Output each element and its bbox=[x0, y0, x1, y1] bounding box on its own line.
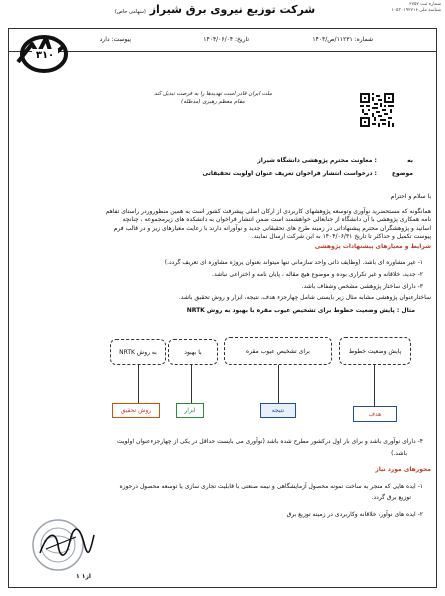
paragraph-line: نامه همکاری پژوهشی با آن دانشگاه از جنابعالی خواهشمند است ضمن انتشار فراخوان به دانشکده های زیرمجموعه ، چنانچه bbox=[122, 216, 431, 224]
date-label: تاریخ: bbox=[235, 36, 249, 43]
criteria-item-4: ۴- دارای نوآوری باشد و برای بار اول درکشور مطرح شده باشد (نوآوری می بایست حداقل در یکی از چهارجزءعنوان اولویت bbox=[116, 438, 423, 445]
structure-description: ساختارعنوان پژوهشی مشابه مثال زیر بایستی شامل چهارجزء هدف، نتیجه، ابزار و روش تحقیق باشد. bbox=[178, 294, 431, 301]
tag-result: نتیجه bbox=[260, 403, 296, 418]
number-value: ۱۱۲۳۱/ص/۱۴۰۴ bbox=[312, 36, 353, 43]
to-label: به bbox=[407, 157, 413, 164]
diagram-box-result: برای تشخیص عیوب مقره bbox=[224, 337, 332, 365]
paragraph-line: پیوست تکمیل و حداکثر تا تاریخ ۱۴۰۴/۰۶/۳۱ به این شرکت ارسال نمایند. bbox=[251, 233, 431, 241]
letter-attachment bbox=[100, 36, 131, 43]
attachment-label: پیوست: bbox=[111, 36, 131, 43]
attachment-value: دارد bbox=[99, 36, 110, 43]
criteria-list bbox=[165, 257, 423, 293]
criteria-item: ۱- غیر مشاوره ای باشد. (وظایف ذاتی واحد سازمانی تنها میتواند بعنوان پروژه مشاوره ای تعریف گردد.) bbox=[164, 259, 423, 266]
signature-icon bbox=[36, 523, 96, 563]
intro-paragraph bbox=[13, 208, 431, 242]
subject-value: : درخواست انتشار فراخوان تعریف عنوان اولویت تحقیقاتی bbox=[202, 170, 377, 177]
criteria-item: ۳- دارای ساختار پژوهشی مشخص وشفاف باشد. bbox=[301, 283, 423, 290]
svg-text:۳۱۰: ۳۱۰ bbox=[35, 50, 55, 61]
date-value: ۱۴۰۴/۰۶/۰۴ bbox=[203, 36, 234, 43]
criteria-title: شرایط و معیارهای پیشنهادات پژوهشی bbox=[314, 243, 431, 250]
leader-quote bbox=[108, 90, 318, 106]
letter-number bbox=[312, 36, 373, 43]
diagram-box-method: به روش NRTK bbox=[110, 339, 166, 365]
national-id: شناسه ملی ۱۰۵۳۰۱۹۲۷۱۶ bbox=[391, 8, 441, 13]
page-number: از۱ ۱ bbox=[76, 573, 91, 580]
focus-title: محورهای مورد نیاز bbox=[375, 466, 431, 473]
focus-item: توزیع برق گردد. bbox=[371, 494, 411, 501]
qr-code-icon bbox=[360, 93, 394, 127]
quote-author: مقام معظم رهبری (مدظله) bbox=[181, 99, 245, 105]
focus-item: ۲- ایده های نوآور، خلاقانه وکاربردی در زمینه توزیع برق bbox=[286, 511, 423, 518]
number-label: شماره: bbox=[354, 36, 373, 43]
connector-tool bbox=[191, 365, 192, 403]
paragraph-line: اساتید و پژوهشگران محترم پیشنهاداتی در زمینه طرح های تحقیقاتی جدید و نوآورانه دارند با رعایت معیارهای زیر و در قالب فرم bbox=[113, 224, 431, 232]
connector-method bbox=[138, 365, 139, 403]
paragraph-line: همانگونه که مستحضرید نوآوری وتوسعه پژوهشهای کاربردی از ارکان اصلی پیشرفت کشور است به همین منظوروردر راستای تفاهم bbox=[105, 208, 431, 215]
focus-list bbox=[120, 481, 424, 520]
criteria-item-4-cont: باشد.) bbox=[391, 450, 407, 457]
diagram-box-goal: پایش وضعیت خطوط bbox=[339, 337, 411, 365]
company-title bbox=[70, 3, 360, 19]
quote-text: ملت ایران قادر است تهدیدها را به فرصت تبدیل کند bbox=[154, 91, 272, 97]
company-logo-icon bbox=[14, 32, 70, 78]
diagram-box-tool: با بهبود bbox=[168, 339, 218, 365]
registration-info bbox=[391, 2, 441, 14]
company-name: شرکت توزیع نیروی برق شیراز bbox=[149, 3, 316, 16]
company-type: (سهامی خاص) bbox=[114, 9, 146, 15]
tag-method: روش تحقیق bbox=[112, 403, 160, 418]
structure-example: مثال : پایش وضعیت خطوط برای تشخیص عیوب مقره با بهبود به روش NRTK bbox=[186, 307, 415, 314]
tag-tool: ابزار bbox=[176, 403, 204, 418]
subject-label: موضوع bbox=[391, 170, 413, 177]
subject-line bbox=[203, 170, 414, 178]
to-value: : معاونت محترم پژوهشی دانشگاه شیراز bbox=[257, 157, 377, 164]
focus-item: ۱- ایده هایی که منجر به ساخت نمونه محصول آزمایشگاهی و نیمه صنعتی با قابلیت تجاری سازی یا توسعه محصول درحوزه bbox=[119, 483, 423, 490]
greeting: با سلام و احترام bbox=[390, 193, 431, 200]
connector-goal bbox=[374, 365, 375, 406]
registration-number: شماره ثبت ۲۷۵۷ bbox=[409, 2, 441, 7]
letter-date bbox=[203, 36, 249, 43]
tag-goal: هدف bbox=[353, 406, 397, 422]
criteria-item: ۲- جدید، خلاقانه و غیر تکراری بوده و موضوع هیچ مقاله ، پایان نامه و اختراعی نباشد. bbox=[212, 271, 423, 278]
connector-result bbox=[278, 365, 279, 403]
recipient-line bbox=[257, 157, 413, 165]
